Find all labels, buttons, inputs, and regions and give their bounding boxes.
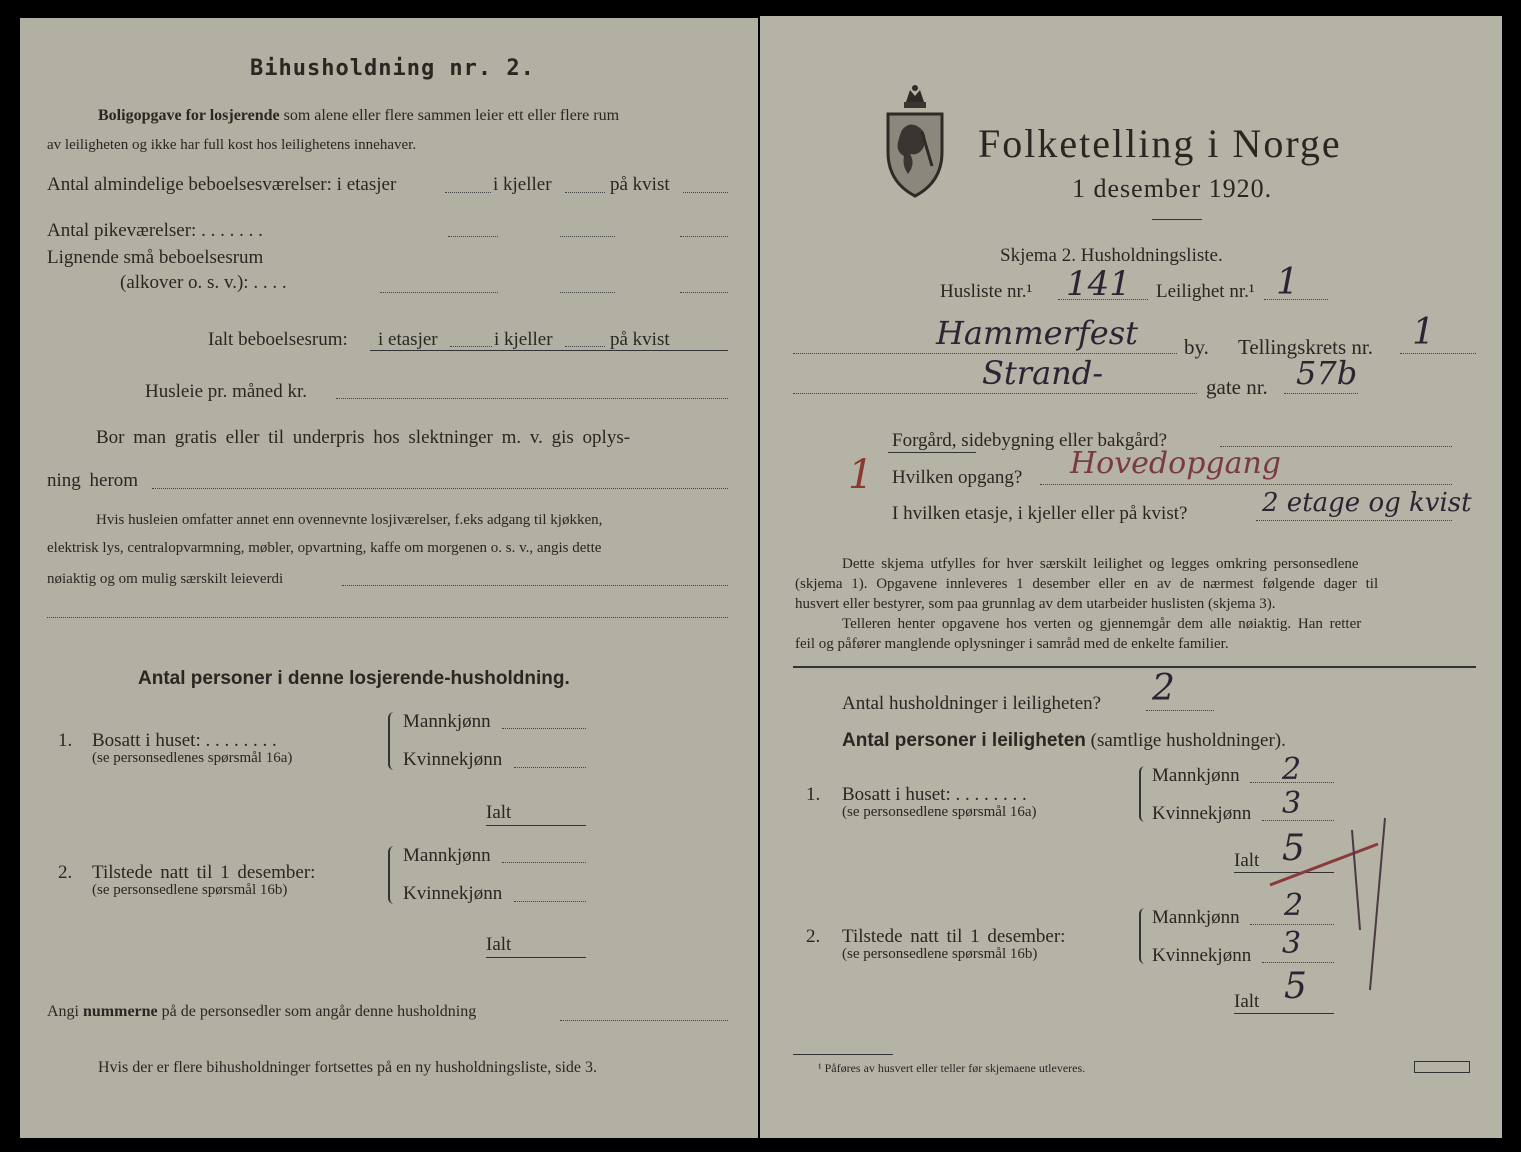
left-q2-sub: (se personsedlene spørsmål 16b) [92, 882, 288, 898]
hvis-line-1: Hvis husleien omfatter annet enn ovennevnte losjiværelser, f.eks adgang til kjøkken, [96, 512, 603, 528]
left-q1-label: Bosatt i huset: . . . . . . . . [92, 730, 277, 751]
husliste-label: Husliste nr.¹ [940, 281, 1033, 302]
ning-herom-label: ning herom [47, 470, 139, 491]
antal-pike-label: Antal pikeværelser: . . . . . . . [47, 220, 263, 241]
angi-rest: på de personsedler som angår denne husholdning [161, 1003, 477, 1020]
right-q1-kvinne-value[interactable]: 3 [1282, 786, 1302, 821]
printer-stamp-icon [1414, 1061, 1470, 1073]
antal-hush-value[interactable]: 2 [1152, 668, 1175, 709]
instr-line-1: Dette skjema utfylles for hver særskilt leilighet og legges omkring personsedlene [842, 556, 1359, 572]
pike-field-2[interactable] [560, 236, 615, 237]
antal-pers-bold: Antal personer i leiligheten [842, 730, 1086, 751]
hvis-line-3: nøiaktig og om mulig særskilt leieverdi [47, 571, 284, 587]
antal-hush-label: Antal husholdninger i leiligheten? [842, 693, 1102, 714]
angi-bold: nummerne [83, 1003, 158, 1020]
left-q2-num: 2. [58, 862, 73, 883]
intro-line-1 [98, 107, 619, 125]
instr-line-3: husvert eller bestyrer, som paa grunnlag av dem utarbeider huslisten (skjema 3). [795, 596, 1276, 612]
intro-line-2: av leiligheten og ikke har full kost hos leilighetens innehaver. [47, 137, 417, 153]
right-title: Folketelling i Norge [978, 121, 1342, 166]
instr-line-2: (skjema 1). Opgavene innleveres 1 desember eller en av de nærmest følgende dager til [795, 576, 1379, 592]
right-q2-kvinne-label: Kvinnekjønn [1152, 945, 1252, 966]
right-date: 1 desember 1920. [1072, 174, 1273, 203]
angi-line [47, 1003, 476, 1021]
leieverdi-field[interactable] [342, 585, 728, 586]
antal-alm-label: Antal almindelige beboelsesværelser: i etasjer [47, 174, 397, 195]
husliste-field[interactable] [1058, 299, 1148, 300]
husleie-label: Husleie pr. måned kr. [145, 381, 307, 402]
husliste-value[interactable]: 141 [1066, 264, 1131, 304]
lignende-field-1[interactable] [380, 292, 498, 293]
etasje-value[interactable]: 2 etage og kvist [1262, 488, 1472, 518]
left-q2-ialt-label: Ialt [486, 934, 512, 955]
ialt-underline [370, 350, 728, 351]
left-persons-heading: Antal personer i denne losjerende-husholdning. [138, 668, 570, 689]
etasje-field[interactable] [1256, 520, 1452, 521]
antal-hush-field[interactable] [1146, 710, 1214, 711]
right-q1-brace [1139, 766, 1149, 822]
lignende-label-2: (alkover o. s. v.): . . . . [120, 272, 287, 293]
gate-nr-value[interactable]: 57b [1296, 354, 1358, 392]
pike-field-1[interactable] [448, 236, 498, 237]
tellingskrets-field[interactable] [1400, 353, 1476, 354]
right-q1-ialt-label: Ialt [1234, 850, 1260, 871]
ialt-kjeller-label: i kjeller [494, 329, 553, 350]
left-q2-kvinne-field[interactable] [514, 901, 586, 902]
opgang-value[interactable]: Hovedopgang [1070, 446, 1282, 481]
angi-field[interactable] [560, 1020, 728, 1021]
left-q2-ialt-field[interactable] [486, 957, 586, 958]
title-rule [1152, 219, 1202, 220]
hvis-line-2: elektrisk lys, centralopvarmning, møbler, opvartning, kaffe om morgenen o. s. v., angis dette [47, 540, 602, 556]
oplysning-field[interactable] [152, 488, 728, 489]
antal-alm-kjeller-label: i kjeller [493, 174, 552, 195]
gate-label: gate nr. [1206, 375, 1268, 399]
forgaard-label: Forgård, sidebygning eller bakgård? [892, 430, 1168, 451]
left-footer: Hvis der er flere bihusholdninger fortsettes på en ny husholdningsliste, side 3. [98, 1059, 598, 1076]
right-q2-ialt-value[interactable]: 5 [1284, 966, 1307, 1007]
ialt-beboelse-label: Ialt beboelsesrum: [208, 329, 348, 350]
coat-of-arms-icon [880, 82, 950, 200]
left-q1-mann-label: Mannkjønn [403, 711, 491, 732]
right-q1-mann-label: Mannkjønn [1152, 765, 1240, 786]
left-q1-kvinne-field[interactable] [514, 767, 586, 768]
antal-alm-kjeller-field[interactable] [565, 192, 605, 193]
instr-line-4: Telleren henter opgavene hos verten og gjennemgår dem alle nøiaktig. Han retter [842, 616, 1362, 632]
leieverdi-field-2[interactable] [47, 617, 728, 618]
ialt-etasjer-label: i etasjer [378, 329, 438, 350]
tellingskrets-value[interactable]: 1 [1412, 312, 1435, 353]
lignende-field-2[interactable] [560, 292, 615, 293]
footnote-rule [793, 1054, 893, 1055]
skjema-label: Skjema 2. Husholdningsliste. [1000, 245, 1223, 266]
opgang-label: Hvilken opgang? [892, 467, 1023, 488]
right-q2-ialt-field[interactable] [1234, 1013, 1334, 1014]
right-q2-num: 2. [806, 926, 821, 947]
instr-line-5: feil og påfører manglende oplysninger i samråd med de enkelte familier. [795, 636, 1229, 652]
ialt-kvist-label: på kvist [610, 329, 670, 350]
leilighet-label: Leilighet nr.¹ [1156, 281, 1255, 302]
right-q2-kvinne-value[interactable]: 3 [1282, 926, 1302, 961]
footnote: ¹ Påføres av husvert eller teller før skjemaene utleveres. [818, 1061, 1086, 1075]
right-q1-label: Bosatt i huset: . . . . . . . . [842, 784, 1027, 805]
left-q1-sub: (se personsedlenes spørsmål 16a) [92, 750, 293, 766]
right-q1-sub: (se personsedlene spørsmål 16a) [842, 804, 1037, 820]
leilighet-value[interactable]: 1 [1276, 262, 1299, 303]
left-q2-mann-field[interactable] [502, 862, 586, 863]
right-q1-mann-field[interactable] [1250, 782, 1334, 783]
right-q2-ialt-label: Ialt [1234, 991, 1260, 1012]
right-q2-brace [1139, 908, 1149, 964]
left-q1-ialt-field[interactable] [486, 825, 586, 826]
gate-nr-field[interactable] [1284, 393, 1358, 394]
tellingskrets-label: Tellingskrets nr. [1238, 335, 1374, 359]
antal-alm-etasjer-field[interactable] [445, 192, 491, 193]
left-q1-num: 1. [58, 730, 73, 751]
left-q2-label: Tilstede natt til 1 desember: [92, 862, 316, 883]
correction-marks [1260, 810, 1390, 1010]
bor-man-text: Bor man gratis eller til underpris hos slektninger m. v. gis oplys- [96, 427, 631, 448]
pike-field-3[interactable] [680, 236, 728, 237]
antal-pers-rest: (samtlige husholdninger). [1090, 730, 1286, 751]
left-q2-kvinne-label: Kvinnekjønn [403, 883, 503, 904]
margin-mark: 1 [848, 452, 874, 498]
antal-alm-kvist-label: på kvist [610, 174, 670, 195]
angi-pre: Angi [47, 1003, 79, 1020]
antal-pers-line [842, 730, 1286, 752]
gate-value[interactable]: Strand- [982, 354, 1104, 392]
left-q1-mann-field[interactable] [502, 728, 586, 729]
by-value[interactable]: Hammerfest [936, 314, 1138, 352]
left-q2-mann-label: Mannkjønn [403, 845, 491, 866]
right-q1-ialt-value[interactable]: 5 [1282, 828, 1305, 869]
ialt-kjeller-field[interactable] [565, 346, 605, 347]
opgang-field[interactable] [1040, 484, 1452, 485]
left-title: Bihusholdning nr. 2. [250, 56, 535, 81]
lignende-label-1: Lignende små beboelsesrum [47, 247, 264, 268]
left-q2-brace [388, 846, 398, 904]
left-q1-ialt-label: Ialt [486, 802, 512, 823]
antal-alm-kvist-field[interactable] [683, 192, 728, 193]
right-q1-kvinne-label: Kvinnekjønn [1152, 803, 1252, 824]
etasje-label: I hvilken etasje, i kjeller eller på kvist? [892, 503, 1188, 524]
by-label: by. [1184, 335, 1209, 359]
left-q1-kvinne-label: Kvinnekjønn [403, 749, 503, 770]
right-q2-sub: (se personsedlene spørsmål 16b) [842, 946, 1038, 962]
ialt-etasjer-field[interactable] [450, 346, 492, 347]
intro-rest: som alene eller flere sammen leier ett eller flere rum [283, 107, 620, 124]
husleie-field[interactable] [336, 398, 728, 399]
left-q1-brace [388, 712, 398, 770]
right-q2-mann-value[interactable]: 2 [1284, 888, 1304, 923]
forgaard-underline [888, 452, 976, 453]
right-q2-label: Tilstede natt til 1 desember: [842, 926, 1066, 947]
instr-rule [793, 666, 1476, 668]
leilighet-field[interactable] [1264, 299, 1328, 300]
intro-bold: Boligopgave for losjerende [98, 107, 280, 124]
lignende-field-3[interactable] [680, 292, 728, 293]
right-q1-mann-value[interactable]: 2 [1282, 752, 1302, 787]
right-q1-num: 1. [806, 784, 821, 805]
right-q2-mann-label: Mannkjønn [1152, 907, 1240, 928]
gate-field[interactable] [793, 393, 1197, 394]
